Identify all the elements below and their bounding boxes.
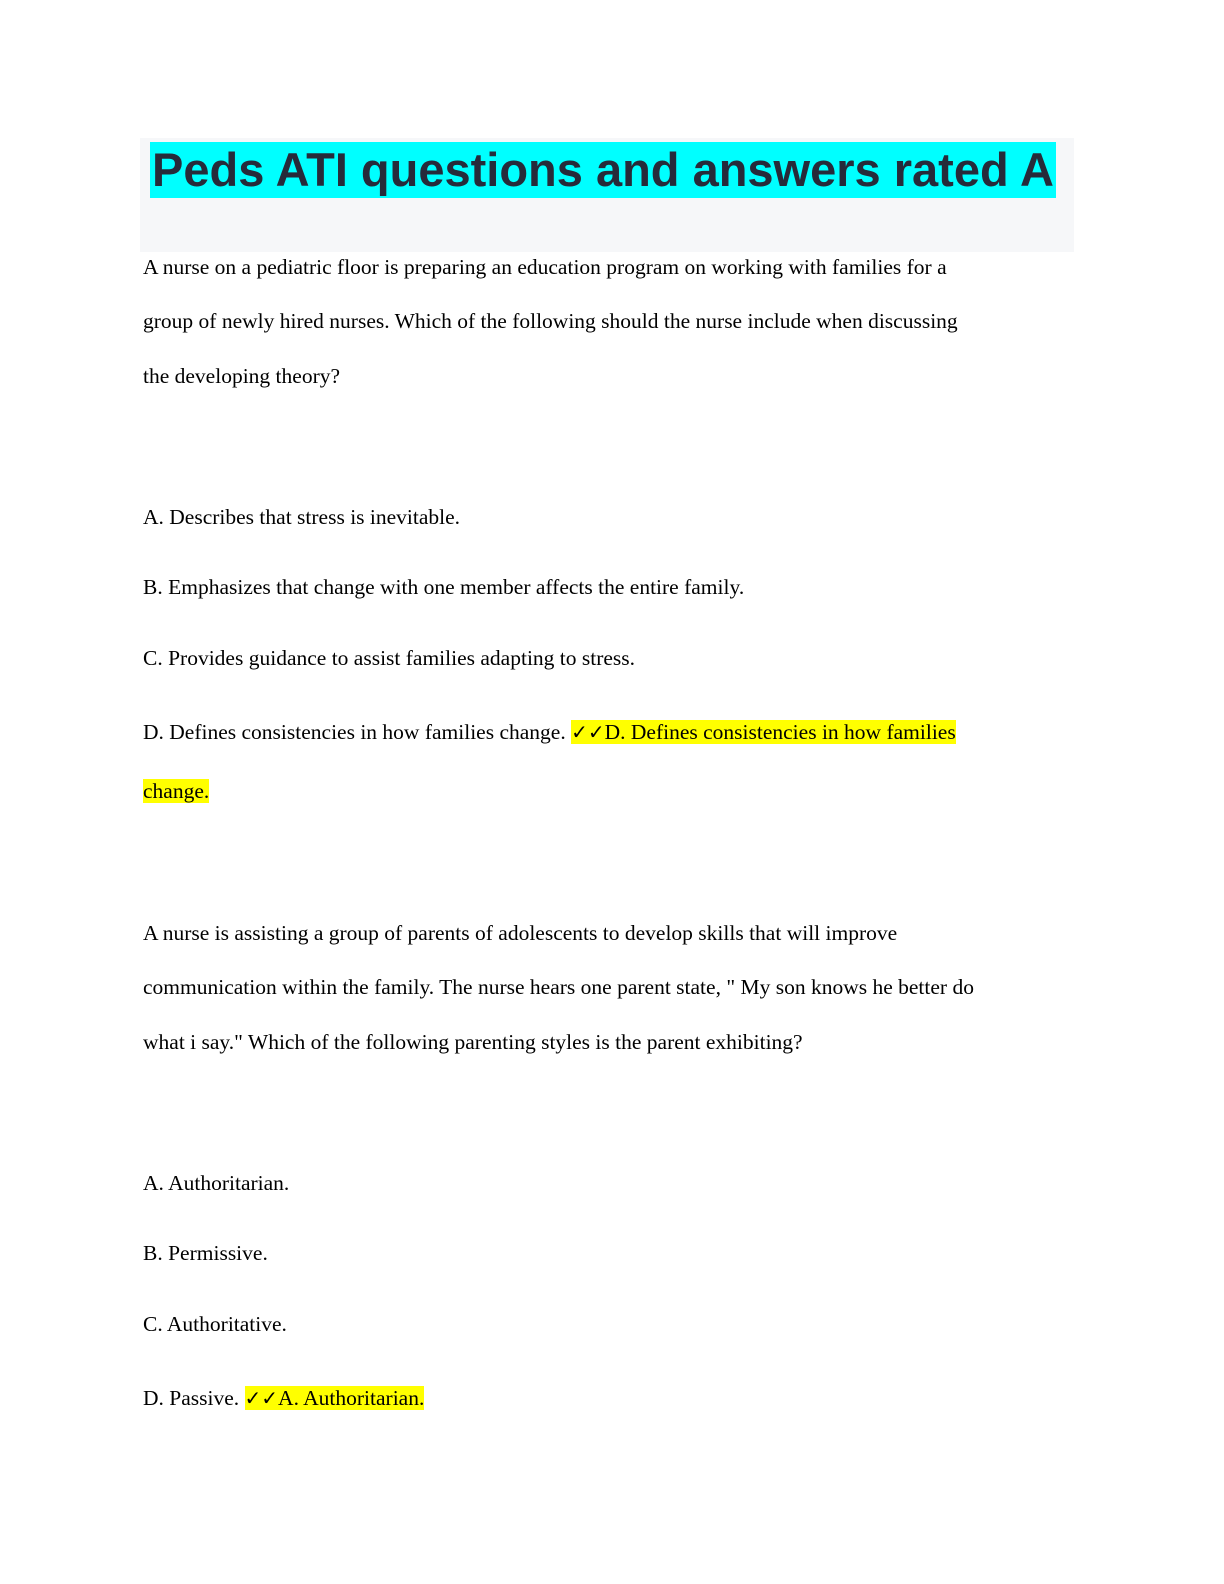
question-2-stem-line-1: A nurse is assisting a group of parents of adolescents to develop skills that will improve (143, 921, 898, 945)
question-1-stem-line-3: the developing theory? (143, 364, 341, 388)
question-2-option-a: A. Authoritarian. (143, 1171, 290, 1195)
question-1-answer-continuation (143, 778, 209, 804)
question-1-option-b: B. Emphasizes that change with one member affects the entire family. (143, 575, 745, 599)
question-2-answer-text: A. Authoritarian. (278, 1386, 425, 1410)
question-1-answer-text: D. Defines consistencies in how families (604, 720, 956, 744)
question-2-stem-line-3: what i say." Which of the following parenting styles is the parent exhibiting? (143, 1030, 803, 1054)
question-1-answer-text-2: change. (143, 779, 210, 803)
question-1-stem-line-2: group of newly hired nurses. Which of the following should the nurse include when discussing (143, 309, 958, 333)
page-title: Peds ATI questions and answers rated A (152, 143, 1054, 196)
question-1-stem-line-1: A nurse on a pediatric floor is preparing an education program on working with families for a (143, 255, 947, 279)
question-1-option-d-text: D. Defines consistencies in how families change. (143, 720, 572, 744)
question-2-stem-line-2: communication within the family. The nurse hears one parent state, " My son knows he better do (143, 975, 974, 999)
question-2-option-b: B. Permissive. (143, 1241, 268, 1265)
question-1-option-a: A. Describes that stress is inevitable. (143, 505, 461, 529)
question-1-option-c: C. Provides guidance to assist families adapting to stress. (143, 646, 636, 670)
question-2-option-d-text: D. Passive. (143, 1386, 245, 1410)
question-2-option-d (143, 1385, 424, 1411)
check-mark-icon: ✓✓ (244, 1386, 279, 1410)
question-1-answer-highlight (571, 720, 956, 744)
question-1-option-d (143, 719, 956, 745)
check-mark-icon: ✓✓ (571, 720, 605, 744)
question-2-answer-highlight (245, 1386, 425, 1410)
question-2-option-c: C. Authoritative. (143, 1312, 287, 1336)
